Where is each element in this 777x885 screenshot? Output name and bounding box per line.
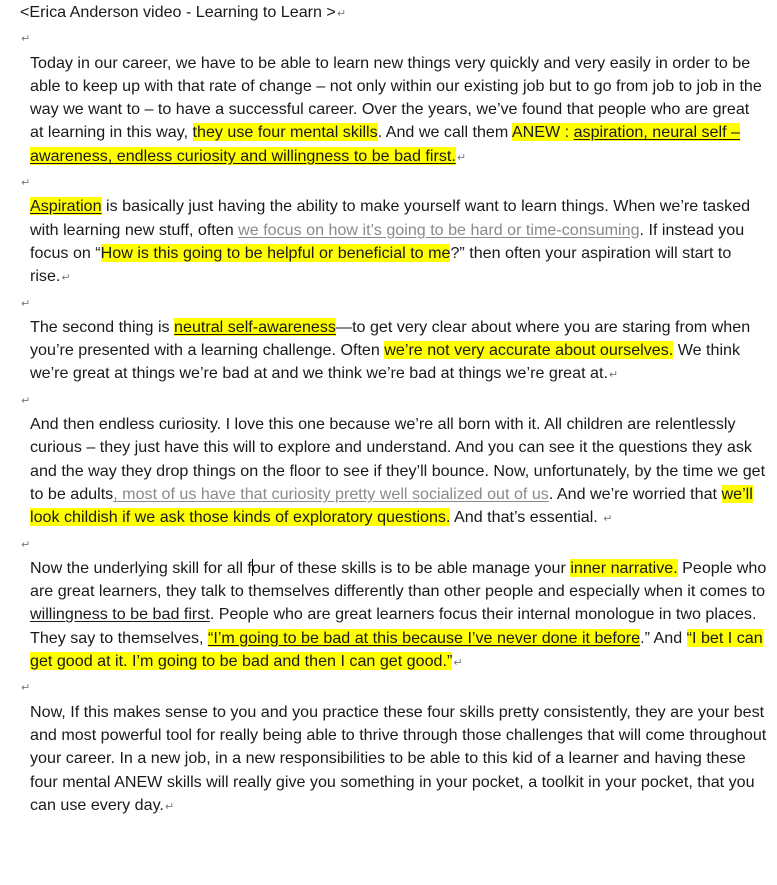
underlined-text: , most of us have that curiosity pretty well socialized out of us xyxy=(113,484,549,503)
text-run: .” And xyxy=(640,628,687,647)
paragraph-curiosity xyxy=(20,413,767,531)
empty-paragraph xyxy=(20,291,767,316)
text-run: Today in our career, we have to be able to learn new things very quickly and very easily in order to be able to keep up with that rate of change – not only within our existing job but to go from job to job in the way we want to – to have a successful career. Over the years, we’ve found that people who are great at learning in this way, xyxy=(30,53,762,142)
text-run: . If instead you focus on “ xyxy=(30,220,745,262)
paragraph-mark-icon: ↵ xyxy=(608,369,619,382)
paragraph-inner-narrative xyxy=(20,557,767,675)
highlighted-text: they use four mental skills xyxy=(192,123,378,142)
paragraph-mark-icon: ↵ xyxy=(21,33,31,46)
highlighted-text: Aspiration xyxy=(30,197,102,216)
paragraph-mark-icon: ↵ xyxy=(21,682,31,695)
paragraph-mark-icon: ↵ xyxy=(61,272,71,285)
text-run: And then endless curiosity. I love this one because we’re all born with it. All children are relentlessly curious – they just have this will to explore and understand. And you can see it the questions they ask and the way they drop things on the floor to see if they’ll bounce. Now, unfortunately, by the time we get to be adults xyxy=(30,415,766,503)
text-run: ?” then often your aspiration will start to rise. xyxy=(30,243,732,286)
paragraph-mark-icon: ↵ xyxy=(21,177,31,190)
paragraph-mark-icon: ↵ xyxy=(21,297,31,310)
paragraph-mark-icon: ↵ xyxy=(336,8,347,20)
paragraph-aspiration xyxy=(20,195,767,290)
empty-paragraph xyxy=(20,532,767,557)
document-heading xyxy=(20,1,767,26)
highlighted-text: “I bet I can get good at it. I’m going to be bad and then I can get good.” xyxy=(30,628,763,671)
text-run: People who are great learners, they talk to themselves differently than other people and especially when it comes to xyxy=(30,558,767,601)
highlighted-text: inner narrative. xyxy=(570,558,678,577)
underlined-text: we focus on how it’s going to be hard or time-consuming xyxy=(238,220,640,239)
text-run: The second thing is xyxy=(30,317,175,336)
paragraph-self-awareness xyxy=(20,316,767,388)
text-run: We think we’re great at things we’re bad at and we think we’re bad at things we’re great at. xyxy=(30,341,741,383)
empty-paragraph xyxy=(20,388,767,413)
paragraph-mark-icon: ↵ xyxy=(603,513,613,526)
highlighted-text: aspiration, neural self – awareness, endless curiosity and willingness to be bad first. xyxy=(30,123,740,165)
heading-text: <Erica Anderson video - Learning to Learn > xyxy=(20,3,336,21)
text-run: . People who are great learners focus their internal monologue in two places. They say to themselves, xyxy=(30,605,757,647)
text-run: Now the underlying skill for all f xyxy=(30,558,252,577)
highlighted-text: we’re not very accurate about ourselves. xyxy=(384,341,674,360)
paragraph-intro xyxy=(20,52,767,170)
paragraph-mark-icon: ↵ xyxy=(453,657,463,670)
highlighted-text: we’ll look childish if we ask those kinds of exploratory questions. xyxy=(30,484,753,527)
paragraph-mark-icon: ↵ xyxy=(21,538,31,551)
paragraph-mark-icon: ↵ xyxy=(164,800,175,813)
text-run: Now, If this makes sense to you and you practice these four skills pretty consistently, they are your best and most powerful tool for really being able to thrive through those challenges that will come throughout your career. In a new job, in a new responsibilities to be able to this kid of a learner and having these four mental ANEW skills will really give you something in your pocket, a toolkit in your pocket, that you can use every day. xyxy=(30,702,767,814)
underlined-text: willingness to be bad first xyxy=(30,605,210,624)
text-run: is basically just having the ability to make yourself want to learn things. When we’re tasked with learning new stuff, often xyxy=(30,197,751,239)
paragraph-mark-icon: ↵ xyxy=(456,151,467,164)
paragraph-mark-icon: ↵ xyxy=(21,394,31,407)
text-run: . And we’re worried that xyxy=(548,484,722,503)
empty-paragraph xyxy=(20,170,767,195)
highlighted-text: neutral self-awareness xyxy=(174,317,336,336)
highlighted-text: “I’m going to be bad at this because I’ve never done it before xyxy=(208,628,641,647)
highlighted-text: ANEW : xyxy=(511,123,574,142)
highlighted-text: How is this going to be helpful or beneficial to me xyxy=(100,243,451,262)
text-run: And that’s essential. xyxy=(450,508,603,527)
text-run: our of these skills is to be able manage your xyxy=(251,558,571,577)
empty-paragraph xyxy=(20,26,767,51)
text-run: . And we call them xyxy=(377,123,512,142)
empty-paragraph xyxy=(20,675,767,700)
text-run: —to get very clear about where you are staring from when you’re presented with a learning challenge. Often xyxy=(30,317,751,360)
paragraph-conclusion xyxy=(20,701,767,819)
